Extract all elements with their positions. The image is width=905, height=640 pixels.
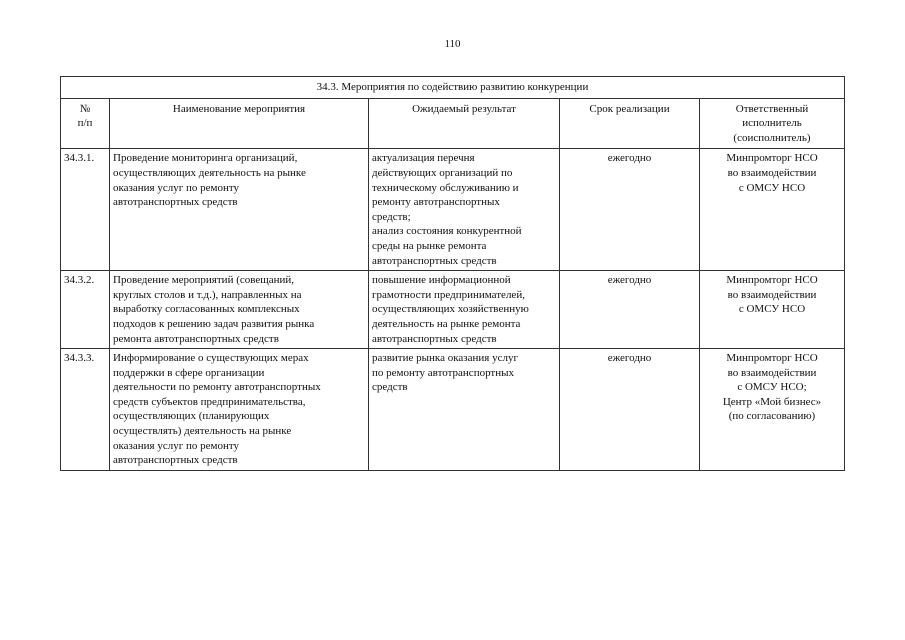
- expected-result: актуализация перечня действующих организаций по техническому обслуживанию и ремонту автотранспортных средств; анализ состояния конкурентной среды на рынке ремонта автотранспортных средств: [369, 149, 560, 271]
- section-title-row: [61, 77, 845, 99]
- header-num: № п/п: [61, 98, 110, 149]
- implementation-term: ежегодно: [560, 349, 700, 471]
- table-row: [61, 349, 845, 471]
- page-number: 110: [444, 38, 461, 50]
- responsible-executor: Минпромторг НСО во взаимодействии с ОМСУ НСО: [700, 271, 845, 349]
- responsible-executor: Минпромторг НСО во взаимодействии с ОМСУ НСО: [700, 149, 845, 271]
- expected-result: развитие рынка оказания услуг по ремонту автотранспортных средств: [369, 349, 560, 471]
- row-number: 34.3.2.: [61, 271, 110, 349]
- section-title: 34.3. Мероприятия по содействию развитию конкуренции: [61, 77, 845, 99]
- measure-name: Информирование о существующих мерах поддержки в сфере организации деятельности по ремонту автотранспортных средств субъектов предпринимательства, осуществляющих (планирующих осуществлять) деятельность на рынке оказания услуг по ремонту автотранспортных средств: [110, 349, 369, 471]
- row-number: 34.3.1.: [61, 149, 110, 271]
- header-row: [61, 98, 845, 149]
- measure-name: Проведение мониторинга организаций, осуществляющих деятельность на рынке оказания услуг по ремонту автотранспортных средств: [110, 149, 369, 271]
- table-row: [61, 149, 845, 271]
- table-row: [61, 271, 845, 349]
- expected-result: повышение информационной грамотности предпринимателей, осуществляющих хозяйственную деятельность на рынке ремонта автотранспортных средств: [369, 271, 560, 349]
- header-name: Наименование мероприятия: [110, 98, 369, 149]
- implementation-term: ежегодно: [560, 271, 700, 349]
- header-executor: Ответственный исполнитель (соисполнитель): [700, 98, 845, 149]
- measure-name: Проведение мероприятий (совещаний, круглых столов и т.д.), направленных на выработку согласованных комплексных подходов к решению задач развития рынка ремонта автотранспортных средств: [110, 271, 369, 349]
- row-number: 34.3.3.: [61, 349, 110, 471]
- responsible-executor: Минпромторг НСО во взаимодействии с ОМСУ НСО; Центр «Мой бизнес» (по согласованию): [700, 349, 845, 471]
- header-result: Ожидаемый результат: [369, 98, 560, 149]
- header-term: Срок реализации: [560, 98, 700, 149]
- measures-table: [60, 76, 845, 471]
- implementation-term: ежегодно: [560, 149, 700, 271]
